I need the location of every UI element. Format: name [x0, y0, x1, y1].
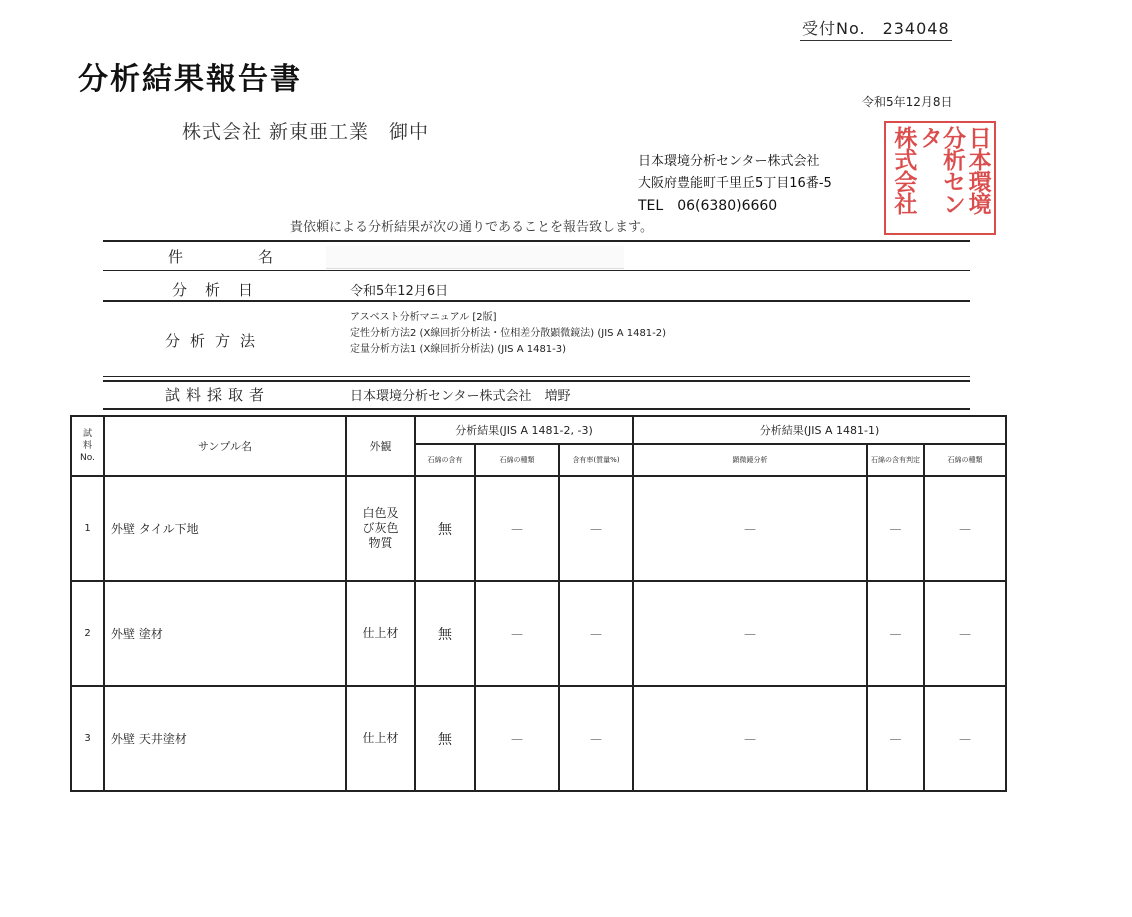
appearance: 仕上材: [346, 581, 415, 686]
sub-header: 石綿の含有判定: [867, 444, 924, 476]
receipt-number: 受付No. 234048: [800, 16, 952, 41]
case-name-label: 件 名: [168, 248, 304, 266]
sender-phone: TEL 06(6380)6660: [638, 198, 778, 214]
intro-text: 貴依頼による分析結果が次の通りであることを報告致します。: [290, 220, 653, 235]
asbestos-content: 無: [415, 581, 475, 686]
result-group-header: 分析結果(JIS A 1481-2, -3): [415, 416, 633, 444]
results-table: [70, 415, 1007, 792]
sample-name-header: サンプル名: [104, 416, 346, 476]
method-line: 定性分析方法2 (X線回折分析法・位相差分散顕微鏡法) (JIS A 1481-2): [350, 328, 667, 339]
company-seal: [884, 121, 996, 235]
seal-text: 分析センタ: [915, 126, 965, 214]
issue-date: 令和5年12月8日: [862, 95, 953, 109]
sampler-value: 日本環境分析センター株式会社 増野: [350, 389, 571, 404]
appearance: 白色及 び灰色 物質: [346, 476, 415, 581]
sender-address: 大阪府豊能町千里丘5丁目16番-5: [638, 176, 832, 191]
table-row: [71, 686, 1006, 791]
case-name-value: [326, 246, 624, 269]
result-cell: —: [867, 581, 924, 686]
result-cell: —: [867, 686, 924, 791]
analysis-date-label: 分析日: [172, 281, 272, 299]
divider: [103, 240, 970, 242]
method-line: 定量分析方法1 (X線回折分析法) (JIS A 1481-3): [350, 344, 567, 355]
sender-company: 日本環境分析センター株式会社: [638, 154, 820, 169]
result-cell: —: [924, 476, 1006, 581]
sub-header: 石綿の種類: [475, 444, 559, 476]
sub-header: 顕微鏡分析: [633, 444, 867, 476]
method-line: アスベスト分析マニュアル [2版]: [350, 312, 497, 323]
divider: [103, 408, 970, 410]
sample-no: 2: [71, 581, 104, 686]
result-cell: —: [924, 581, 1006, 686]
result-cell: —: [475, 581, 559, 686]
result-cell: —: [867, 476, 924, 581]
divider: [103, 380, 970, 382]
sample-name: 外壁 天井塗材: [104, 686, 346, 791]
result-cell: —: [559, 581, 633, 686]
sample-no: 3: [71, 686, 104, 791]
result-cell: —: [475, 686, 559, 791]
result-cell: —: [559, 476, 633, 581]
sub-header: 石綿の種類: [924, 444, 1006, 476]
sub-header: 石綿の含有: [415, 444, 475, 476]
asbestos-content: 無: [415, 686, 475, 791]
result-group-header: 分析結果(JIS A 1481-1): [633, 416, 1006, 444]
result-cell: —: [924, 686, 1006, 791]
result-cell: —: [633, 581, 867, 686]
sample-no-header: 試 料 No.: [71, 416, 104, 476]
table-row: [71, 476, 1006, 581]
sample-no: 1: [71, 476, 104, 581]
sampler-label: 試料採取者: [165, 386, 271, 404]
divider: [103, 270, 970, 271]
sub-header: 含有率(質量%): [559, 444, 633, 476]
addressee: 株式会社 新東亜工業 御中: [182, 121, 430, 143]
analysis-date-value: 令和5年12月6日: [350, 284, 449, 299]
result-cell: —: [559, 686, 633, 791]
seal-text: 日本環境: [964, 126, 991, 214]
asbestos-content: 無: [415, 476, 475, 581]
appearance: 仕上材: [346, 686, 415, 791]
analysis-method-label: 分析方法: [165, 332, 266, 350]
seal-text: 株式会社: [890, 126, 917, 214]
appearance-header: 外観: [346, 416, 415, 476]
divider: [103, 376, 970, 377]
document-title: 分析結果報告書: [78, 62, 302, 97]
result-cell: —: [633, 686, 867, 791]
divider: [103, 300, 970, 302]
result-cell: —: [633, 476, 867, 581]
result-cell: —: [475, 476, 559, 581]
table-row: [71, 581, 1006, 686]
sample-name: 外壁 塗材: [104, 581, 346, 686]
sample-name: 外壁 タイル下地: [104, 476, 346, 581]
